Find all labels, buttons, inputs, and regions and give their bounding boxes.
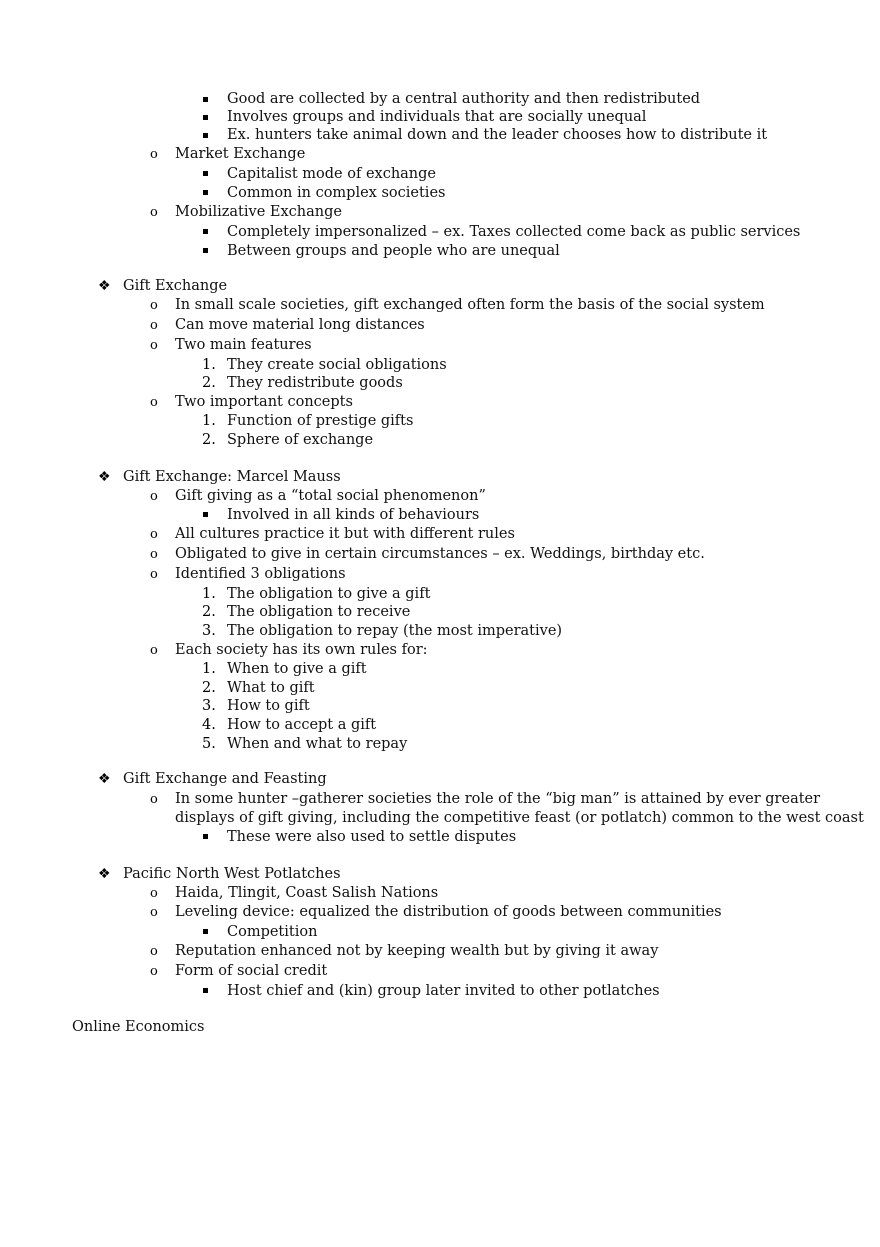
list-item: The obligation to give a gift — [227, 586, 431, 602]
list-item: What to gift — [227, 680, 315, 696]
circle-bullet-icon: o — [150, 338, 158, 353]
circle-bullet-icon: o — [150, 643, 158, 658]
list-item: Ex. hunters take animal down and the leader chooses how to distribute it — [227, 127, 768, 143]
subheading: Mobilizative Exchange — [175, 204, 342, 220]
list-item: Two main features — [175, 337, 312, 353]
list-item: Leveling device: equalized the distribution of goods between communities — [175, 904, 722, 920]
list-number: 2. — [202, 375, 216, 391]
list-item: Gift giving as a “total social phenomenon” — [175, 488, 486, 504]
list-item: Competition — [227, 924, 318, 940]
list-number: 1. — [202, 357, 216, 373]
list-item: In some hunter –gatherer societies the role of the “big man” is attained by ever greater — [175, 791, 821, 807]
square-bullet-icon — [203, 929, 208, 934]
list-number: 4. — [202, 717, 216, 733]
list-item: The obligation to repay (the most imperative) — [227, 623, 563, 639]
list-item: These were also used to settle disputes — [227, 829, 517, 845]
circle-bullet-icon: o — [150, 792, 158, 807]
circle-bullet-icon: o — [150, 886, 158, 901]
diamond-bullet-icon: ❖ — [98, 278, 111, 294]
square-bullet-icon — [203, 248, 208, 253]
list-number: 5. — [202, 736, 216, 752]
square-bullet-icon — [203, 512, 208, 517]
circle-bullet-icon: o — [150, 298, 158, 313]
list-number: 2. — [202, 432, 216, 448]
section-heading: Gift Exchange: Marcel Mauss — [123, 469, 341, 485]
square-bullet-icon — [203, 190, 208, 195]
list-item: Obligated to give in certain circumstances – ex. Weddings, birthday etc. — [175, 546, 705, 562]
list-item: Sphere of exchange — [227, 432, 374, 448]
list-item: They create social obligations — [227, 357, 447, 373]
circle-bullet-icon: o — [150, 527, 158, 542]
list-number: 2. — [202, 604, 216, 620]
page-heading: Online Economics — [72, 1019, 205, 1035]
circle-bullet-icon: o — [150, 489, 158, 504]
list-item: Reputation enhanced not by keeping wealth but by giving it away — [175, 943, 659, 959]
list-number: 1. — [202, 586, 216, 602]
list-item: The obligation to receive — [227, 604, 411, 620]
subheading: Market Exchange — [175, 146, 306, 162]
list-item: Each society has its own rules for: — [175, 642, 428, 658]
list-item: How to gift — [227, 698, 310, 714]
square-bullet-icon — [203, 988, 208, 993]
list-item: How to accept a gift — [227, 717, 377, 733]
list-item: Completely impersonalized – ex. Taxes collected come back as public services — [227, 224, 801, 240]
list-number: 3. — [202, 698, 216, 714]
list-number: 1. — [202, 661, 216, 677]
diamond-bullet-icon: ❖ — [98, 469, 111, 485]
list-item: Identified 3 obligations — [175, 566, 346, 582]
section-heading: Pacific North West Potlatches — [123, 866, 341, 882]
square-bullet-icon — [203, 115, 208, 120]
square-bullet-icon — [203, 171, 208, 176]
list-item: Good are collected by a central authority and then redistributed — [227, 91, 701, 107]
square-bullet-icon — [203, 97, 208, 102]
list-item: In small scale societies, gift exchanged often form the basis of the social system — [175, 297, 765, 313]
square-bullet-icon — [203, 229, 208, 234]
diamond-bullet-icon: ❖ — [98, 866, 111, 882]
circle-bullet-icon: o — [150, 944, 158, 959]
square-bullet-icon — [203, 133, 208, 138]
list-item: Between groups and people who are unequal — [227, 243, 560, 259]
list-number: 2. — [202, 680, 216, 696]
diamond-bullet-icon: ❖ — [98, 771, 111, 787]
circle-bullet-icon: o — [150, 905, 158, 920]
section-heading: Gift Exchange — [123, 278, 228, 294]
square-bullet-icon — [203, 834, 208, 839]
list-item: Capitalist mode of exchange — [227, 166, 437, 182]
circle-bullet-icon: o — [150, 567, 158, 582]
list-item: Function of prestige gifts — [227, 413, 414, 429]
list-number: 3. — [202, 623, 216, 639]
circle-bullet-icon: o — [150, 318, 158, 333]
list-item: Involves groups and individuals that are socially unequal — [227, 109, 647, 125]
list-item-continuation: displays of gift giving, including the competitive feast (or potlatch) common to the west coast — [175, 810, 864, 826]
list-item: Can move material long distances — [175, 317, 425, 333]
section-heading: Gift Exchange and Feasting — [123, 771, 327, 787]
circle-bullet-icon: o — [150, 964, 158, 979]
circle-bullet-icon: o — [150, 205, 158, 220]
circle-bullet-icon: o — [150, 395, 158, 410]
list-item: When to give a gift — [227, 661, 367, 677]
list-item: Two important concepts — [175, 394, 353, 410]
circle-bullet-icon: o — [150, 547, 158, 562]
list-item: They redistribute goods — [227, 375, 403, 391]
list-item: Common in complex societies — [227, 185, 446, 201]
list-number: 1. — [202, 413, 216, 429]
list-item: Form of social credit — [175, 963, 328, 979]
circle-bullet-icon: o — [150, 147, 158, 162]
list-item: Involved in all kinds of behaviours — [227, 507, 480, 523]
list-item: Host chief and (kin) group later invited to other potlatches — [227, 983, 660, 999]
list-item: All cultures practice it but with different rules — [175, 526, 515, 542]
list-item: Haida, Tlingit, Coast Salish Nations — [175, 885, 439, 901]
list-item: When and what to repay — [227, 736, 408, 752]
